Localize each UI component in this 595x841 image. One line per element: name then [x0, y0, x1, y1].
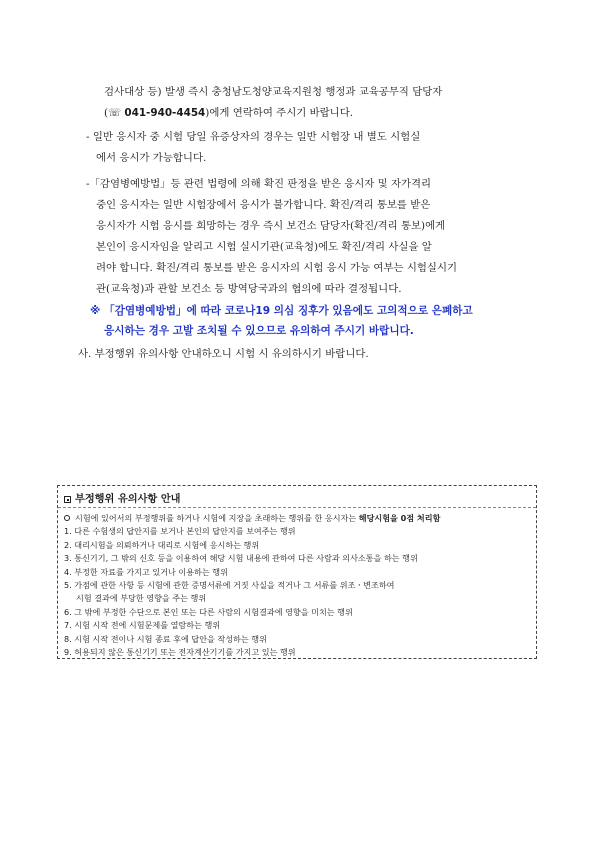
list-item: 7. 시험 시작 전에 시험문제를 열람하는 행위 — [64, 620, 221, 631]
bullet-line: 응시자가 시험 응시를 희망하는 경우 즉시 보건소 담당자(확진/격리 통보)에게 — [96, 220, 446, 232]
contact-line — [104, 106, 353, 120]
list-item: 2. 대리시험을 의뢰하거나 대리로 시험에 응시하는 행위 — [64, 539, 260, 550]
bullet-line: 중인 응시자는 일반 시험장에서 응시가 불가합니다. 확진/격리 통보를 받은 — [96, 199, 431, 211]
square-bullet-icon — [64, 496, 71, 503]
list-item: 6. 그 밖에 부정한 수단으로 본인 또는 다른 사람의 시험결과에 영향을 미치는 행위 — [64, 606, 353, 617]
zero-score-note: 해당시험을 0점 처리함 — [358, 513, 441, 523]
list-item: 5. 가점에 관한 사항 등 시험에 관한 증명서류에 거짓 사실을 적거나 그 서류를 위조ㆍ변조하여 — [64, 580, 395, 590]
list-item: 8. 시험 시작 전이나 시험 종료 후에 답안을 작성하는 행위 — [64, 633, 267, 644]
box-header — [58, 486, 536, 508]
phone-icon: (☏ — [104, 107, 125, 119]
bullet-line: 관(교육청)과 관할 보건소 등 방역당국과의 협의에 따라 결정됩니다. — [96, 283, 402, 295]
bullet-line: 려야 합니다. 확진/격리 통보를 받은 응시자의 시험 응시 가능 여부는 시험실시기 — [96, 262, 458, 274]
bullet-line: 에서 응시가 가능합니다. — [96, 152, 207, 164]
bullet-line: 본인이 응시자임을 알리고 시험 실시기관(교육청)에도 확진/격리 사실을 알 — [96, 241, 432, 253]
box-title: 부정행위 유의사항 안내 — [64, 490, 181, 505]
intro-line: 시험에 있어서의 부정행위를 하거나 시험에 지장을 초래하는 행위를 한 응시자는 해당시험을 0점 처리함 — [64, 513, 440, 524]
list-item: 9. 허용되지 않은 통신기기 또는 전자계산기기를 가지고 있는 행위 — [64, 647, 296, 657]
warning-notice: ※ 「감염병예방법」에 따라 코로나19 의심 징후가 있음에도 고의적으로 은폐하고 — [90, 305, 473, 317]
list-item-continuation: 시험 결과에 부당한 영향을 주는 행위 — [76, 593, 207, 604]
list-item: 1. 다른 수험생의 답안지를 보거나 본인의 답안지를 보여주는 행위 — [64, 526, 296, 537]
section-heading: 사. 부정행위 유의사항 안내하오니 시험 시 유의하시기 바랍니다. — [78, 348, 369, 360]
contact-suffix: )에게 연락하여 주시기 바랍니다. — [205, 107, 354, 119]
circle-bullet-icon — [64, 515, 70, 521]
bullet-line: -「감염병예방법」등 관련 법령에 의해 확진 판정을 받은 응시자 및 자가격리 — [86, 178, 432, 190]
warning-notice: 응시하는 경우 고발 조치될 수 있으므로 유의하여 주시기 바랍니다. — [104, 325, 414, 337]
list-item: 3. 통신기기, 그 밖의 신호 등을 이용하여 해당 시험 내용에 관하여 다른 사람과 의사소통을 하는 행위 — [64, 553, 418, 564]
list-item: 4. 부정한 자료를 가지고 있거나 이용하는 행위 — [64, 566, 228, 577]
paragraph-line: 검사대상 등) 발생 즉시 충청남도청양교육지원청 행정과 교육공무직 담당자 — [104, 86, 443, 98]
misconduct-notice-box — [57, 485, 537, 659]
phone-number: 041-940-4454 — [124, 107, 206, 119]
bullet-line: - 일반 응시자 중 시험 당일 유증상자의 경우는 일반 시험장 내 별도 시험실 — [86, 131, 421, 143]
